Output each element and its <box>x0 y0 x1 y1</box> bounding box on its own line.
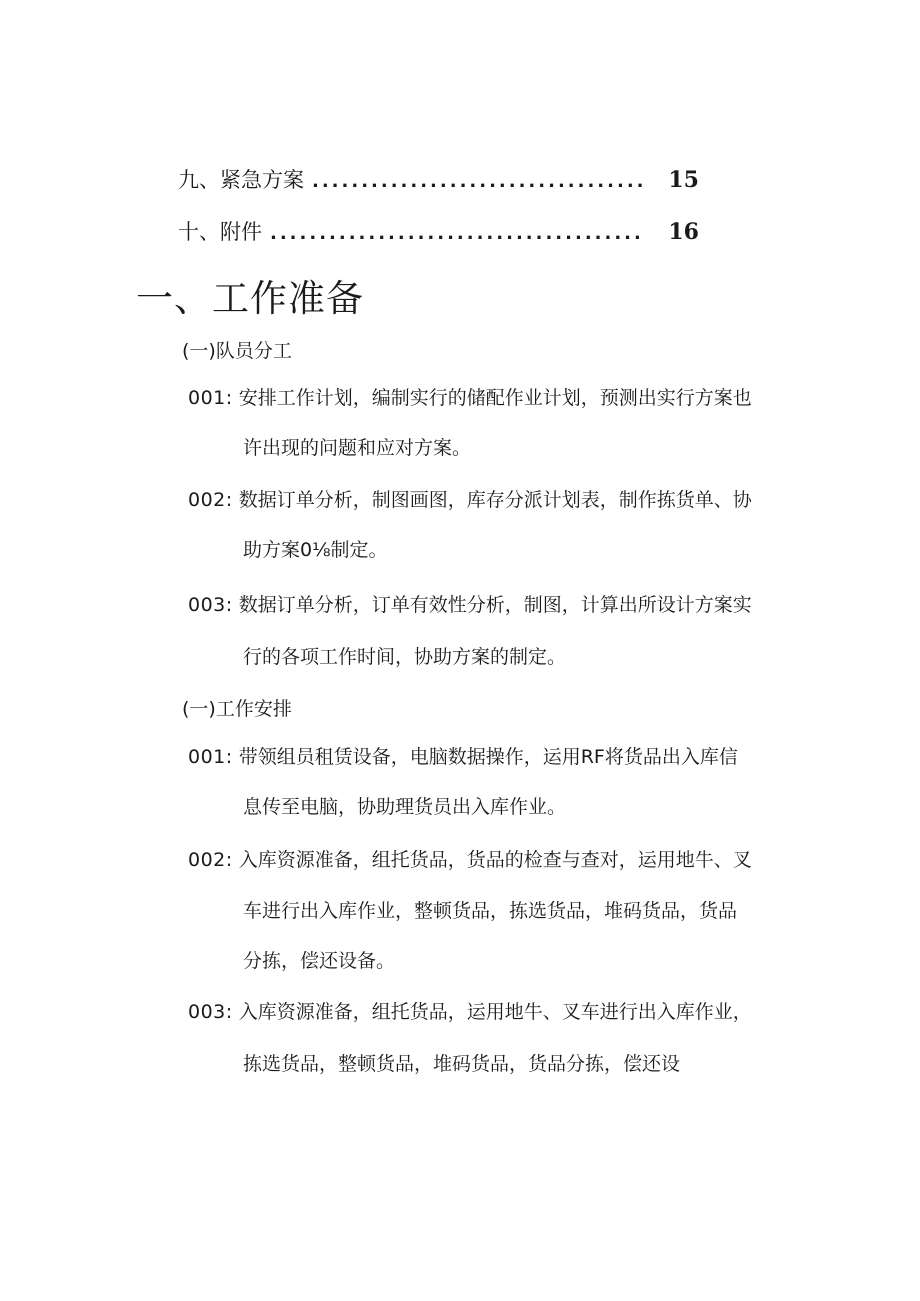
toc-entry-title: 十、附件 <box>178 220 262 244</box>
item-continuation-line: 拣选货品，整顿货品，堆码货品，货品分拣，偿还设 <box>243 1053 681 1075</box>
item-first-line <box>188 997 752 1027</box>
item-continuation-line: 行的各项工作时间，协助方案的制定。 <box>243 646 567 668</box>
item-code: 002: <box>188 489 233 511</box>
item-text: 带领组员租赁设备，电脑数据操作，运用RF将货品出入库信 <box>238 746 738 768</box>
item-first-line <box>188 485 752 515</box>
item-first-line <box>188 742 738 772</box>
item-code: 003: <box>188 1001 233 1023</box>
item-text: 入库资源准备，组托货品，运用地牛、叉车进行出入库作业， <box>238 1001 752 1023</box>
toc-page-number: 16 <box>668 219 699 245</box>
item-continuation-line: 息传至电脑，协助理货员出入库作业。 <box>243 796 567 818</box>
item-first-line <box>188 383 752 413</box>
toc-entry-title: 九、紧急方案 <box>178 168 304 192</box>
subsection-title-team-division: (一)队员分工 <box>182 340 292 362</box>
item-text: 数据订单分析，制图画图，库存分派计划表，制作拣货单、协 <box>238 489 752 511</box>
item-code: 001: <box>188 387 233 409</box>
toc-page-number: 15 <box>668 167 699 193</box>
item-continuation-line: 助方案0⅛制定。 <box>243 539 388 561</box>
item-continuation-line: 车进行出入库作业，整顿货品，拣选货品，堆码货品，货品 <box>243 900 738 922</box>
subsection-title-work-arrangement: (一)工作安排 <box>182 698 292 720</box>
item-first-line <box>188 845 752 875</box>
toc-leader-dots: ...................................... <box>270 223 644 244</box>
toc-leader-dots: .................................. <box>312 171 647 192</box>
item-code: 002: <box>188 849 233 871</box>
item-text: 入库资源准备，组托货品，货品的检查与查对，运用地牛、叉 <box>238 849 752 871</box>
section-title: 一、工作准备 <box>136 277 364 320</box>
item-first-line <box>188 590 752 620</box>
toc-entry-emergency-plan[interactable] <box>178 164 699 200</box>
item-text: 安排工作计划，编制实行的储配作业计划，预测出实行方案也 <box>238 387 752 409</box>
item-continuation-line: 许出现的问题和应对方案。 <box>243 437 472 459</box>
item-text: 数据订单分析，订单有效性分析，制图，计算出所设计方案实 <box>238 594 752 616</box>
item-code: 001: <box>188 746 233 768</box>
item-continuation-line: 分拣，偿还设备。 <box>243 950 396 972</box>
item-code: 003: <box>188 594 233 616</box>
toc-entry-appendix[interactable] <box>178 216 699 252</box>
